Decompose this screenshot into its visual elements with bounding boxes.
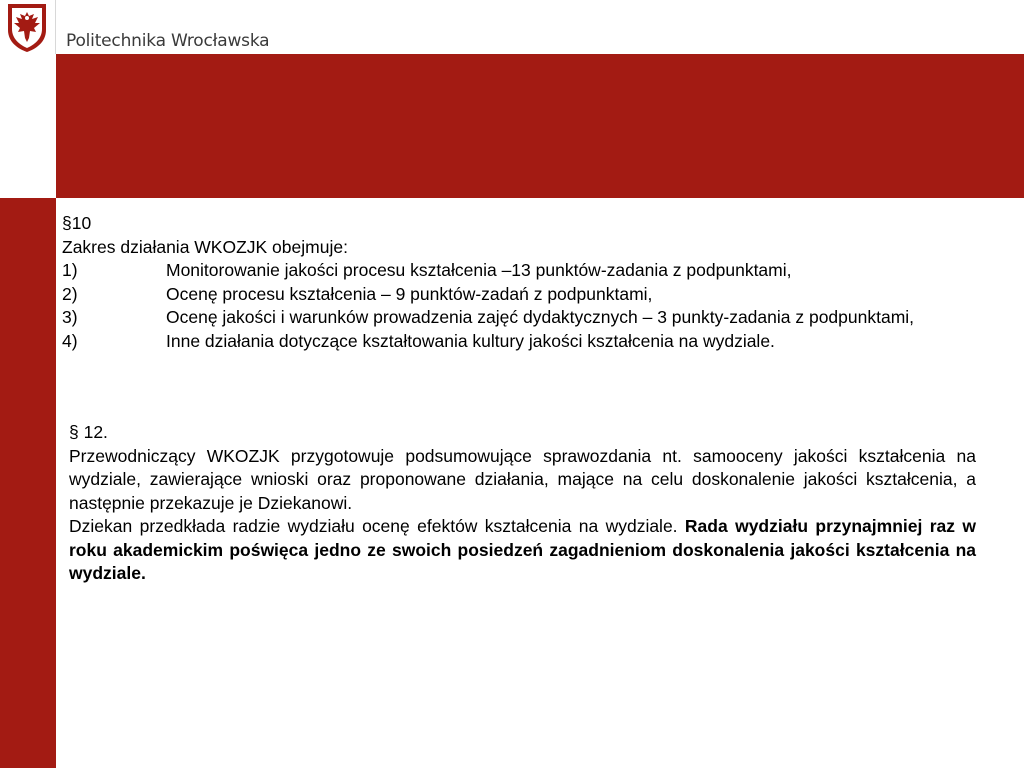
red-banner bbox=[56, 54, 1024, 198]
section-10 bbox=[62, 212, 1017, 353]
list-item bbox=[62, 283, 1017, 307]
list-item-text: Monitorowanie jakości procesu kształcenia –13 punktów-zadania z podpunktami, bbox=[166, 260, 792, 280]
list-item-number: 3) bbox=[62, 307, 78, 327]
paragraph-2-bold-text: Rada wydziału przynajmniej raz w roku akademickim poświęca jedno ze swoich posiedzeń zagadnieniom doskonalenia jakości kształcenia na wydziale. bbox=[69, 516, 976, 583]
section-12-heading: § 12. bbox=[69, 422, 108, 442]
left-red-bar bbox=[0, 198, 56, 768]
list-item-text: Ocenę jakości i warunków prowadzenia zajęć dydaktycznych – 3 punkty-zadania z podpunktami, bbox=[166, 307, 915, 327]
list-item-number: 2) bbox=[62, 283, 78, 304]
list-item-number: 4) bbox=[62, 330, 78, 351]
section-12 bbox=[69, 421, 976, 586]
university-name: Politechnika Wrocławska bbox=[66, 31, 270, 51]
list-item-number: 1) bbox=[62, 260, 78, 280]
list-item bbox=[62, 330, 1017, 354]
section-10-intro: Zakres działania WKOZJK obejmuje: bbox=[62, 236, 348, 257]
list-item bbox=[62, 259, 1017, 283]
section-10-heading: §10 bbox=[62, 213, 92, 233]
list-item-text: Inne działania dotyczące kształtowania kultury jakości kształcenia na wydziale. bbox=[166, 330, 775, 351]
list-item bbox=[62, 306, 1017, 330]
eagle-shield-logo-icon bbox=[0, 0, 54, 54]
paragraph-2-regular-text: Dziekan przedkłada radzie wydziału ocenę efektów kształcenia na wydziale. bbox=[69, 516, 685, 536]
list-item-text: Ocenę procesu kształcenia – 9 punktów-zadań z podpunktami, bbox=[166, 283, 653, 304]
section-12-paragraph-1: Przewodniczący WKOZJK przygotowuje podsumowujące sprawozdania nt. samooceny jakości kształcenia na wydziale, zawierające wnioski oraz proponowane działania, mające na celu doskonalenie jakości kształcenia, a następnie przekazuje je Dziekanowi. bbox=[69, 445, 976, 513]
university-logo bbox=[0, 0, 54, 54]
header-divider bbox=[55, 0, 56, 54]
header bbox=[0, 0, 1024, 54]
section-12-paragraph-2 bbox=[69, 515, 976, 586]
